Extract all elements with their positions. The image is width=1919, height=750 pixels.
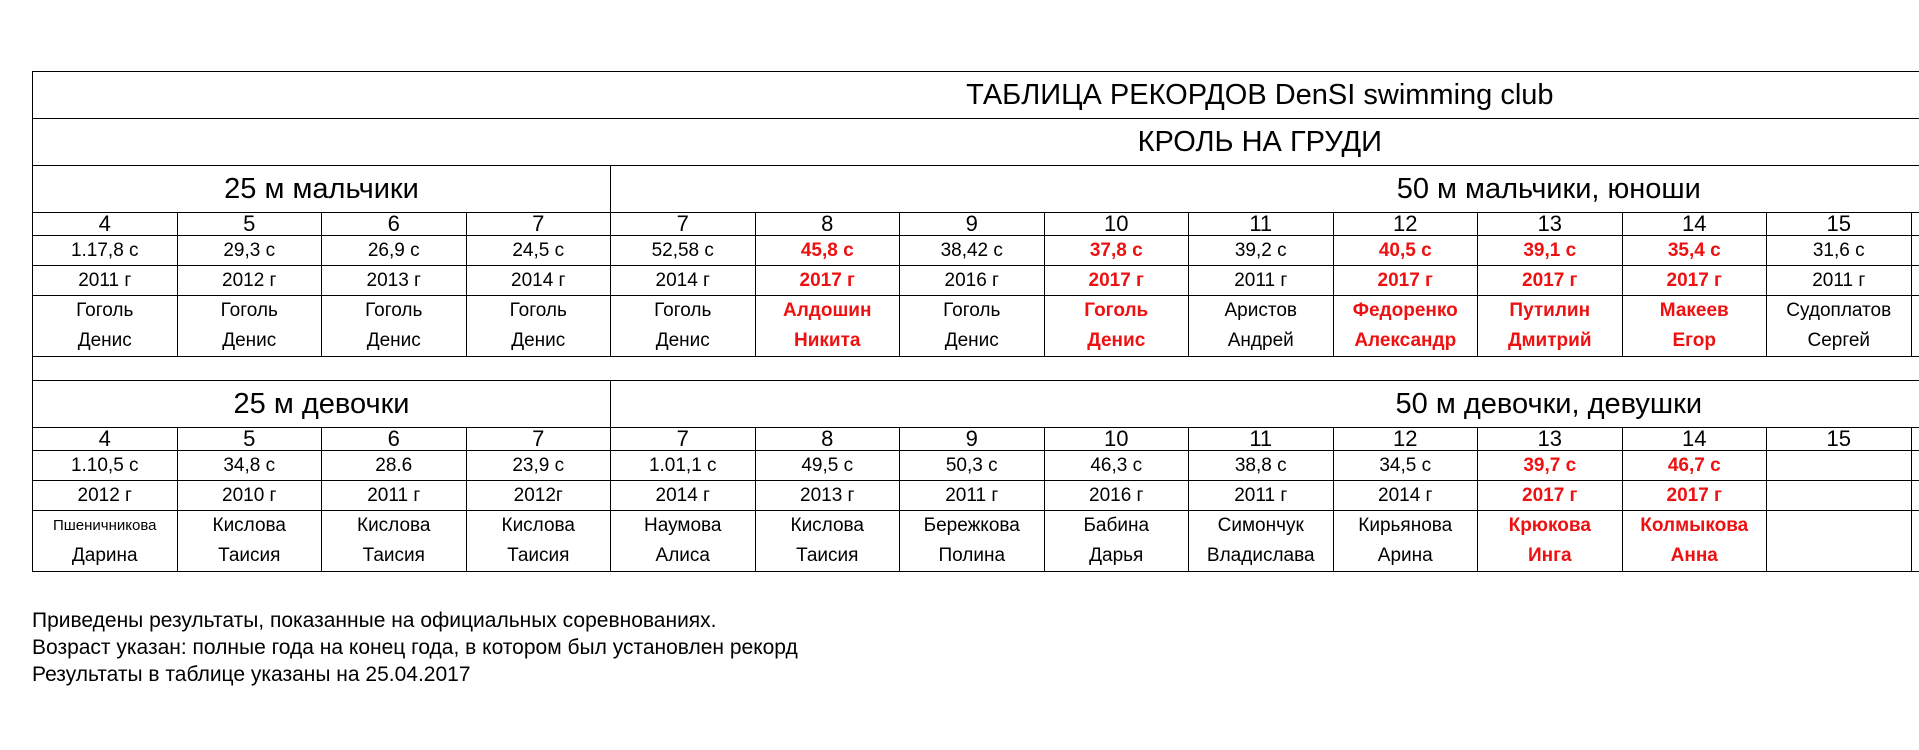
age-cell: 15 — [1767, 213, 1912, 236]
athlete-cell — [33, 296, 178, 357]
empty-cell — [1911, 213, 1919, 236]
age-cell: 5 — [177, 213, 322, 236]
girls-50m-heading: 50 м девочки, девушки — [611, 381, 1919, 428]
time-cell: 46,7 с — [1622, 451, 1767, 481]
athlete-surname: Бережкова — [923, 515, 1020, 536]
girls-group-row — [33, 381, 1919, 428]
athlete-first-name: Арина — [1377, 545, 1433, 566]
athlete-first-name: Денис — [77, 330, 132, 351]
year-cell: 2014 г — [1333, 481, 1478, 511]
athlete-surname: Крюкова — [1508, 515, 1591, 536]
year-cell — [1767, 481, 1912, 511]
records-table — [32, 71, 1919, 572]
age-cell: 14 — [1622, 428, 1767, 451]
year-cell: 2012 г — [33, 481, 178, 511]
year-cell: 2017 г — [1044, 266, 1189, 296]
time-cell: 1.17,8 с — [33, 236, 178, 266]
time-cell: 28.6 — [322, 451, 467, 481]
girls-year-row — [33, 481, 1919, 511]
athlete-cell — [1622, 296, 1767, 357]
year-cell: 2013 г — [322, 266, 467, 296]
girls-athlete-row — [33, 511, 1919, 572]
athlete-surname: Гоголь — [76, 300, 134, 321]
athlete-surname: Кислова — [790, 515, 864, 536]
age-cell: 11 — [1189, 428, 1334, 451]
time-cell: 39,1 с — [1478, 236, 1623, 266]
athlete-surname: Симончук — [1217, 515, 1304, 536]
time-cell: 29,3 с — [177, 236, 322, 266]
athlete-surname: Гоголь — [943, 300, 1001, 321]
athlete-surname: Бабина — [1083, 515, 1150, 536]
empty-cell — [1911, 236, 1919, 266]
note-official-results: Приведены результаты, показанные на официальных соревнованиях. — [32, 609, 717, 632]
age-cell: 14 — [1622, 213, 1767, 236]
athlete-first-name: Таисия — [796, 545, 859, 566]
year-cell: 2017 г — [1333, 266, 1478, 296]
year-cell: 2017 г — [1478, 481, 1623, 511]
time-cell: 40,5 с — [1333, 236, 1478, 266]
athlete-surname: Алдошин — [783, 300, 872, 321]
athlete-first-name: Андрей — [1227, 330, 1294, 351]
athlete-cell — [755, 296, 900, 357]
note-age-definition: Возраст указан: полные года на конец года, в котором был установлен рекорд — [32, 636, 798, 659]
boys-age-row — [33, 213, 1919, 236]
athlete-cell — [611, 296, 756, 357]
time-cell: 50,3 с — [900, 451, 1045, 481]
empty-cell — [1911, 266, 1919, 296]
time-cell: 46,3 с — [1044, 451, 1189, 481]
athlete-cell — [611, 511, 756, 572]
athlete-surname: Кислова — [357, 515, 431, 536]
age-cell: 10 — [1044, 213, 1189, 236]
empty-cell — [1911, 481, 1919, 511]
athlete-first-name: Дарина — [71, 545, 138, 566]
athlete-surname: Наумова — [644, 515, 722, 536]
age-cell: 10 — [1044, 428, 1189, 451]
year-cell: 2017 г — [755, 266, 900, 296]
athlete-surname: Гоголь — [1084, 300, 1149, 321]
footnotes — [32, 607, 798, 688]
age-cell: 7 — [611, 213, 756, 236]
time-cell: 35,4 с — [1622, 236, 1767, 266]
age-cell: 11 — [1189, 213, 1334, 236]
table-title: ТАБЛИЦА РЕКОРДОВ DenSI swimming club — [33, 72, 1919, 119]
age-cell: 5 — [177, 428, 322, 451]
year-cell: 2017 г — [1622, 266, 1767, 296]
time-cell: 52,58 с — [611, 236, 756, 266]
age-cell: 6 — [322, 428, 467, 451]
athlete-cell — [177, 511, 322, 572]
time-cell: 1.10,5 с — [33, 451, 178, 481]
age-cell: 7 — [466, 213, 611, 236]
athlete-first-name: Денис — [222, 330, 277, 351]
age-cell: 6 — [322, 213, 467, 236]
year-cell: 2011 г — [322, 481, 467, 511]
year-cell: 2017 г — [1478, 266, 1623, 296]
age-cell: 15 — [1767, 428, 1912, 451]
athlete-first-name: Денис — [655, 330, 710, 351]
athlete-first-name: Сергей — [1807, 330, 1871, 351]
athlete-cell — [1044, 296, 1189, 357]
athlete-surname: Колмыкова — [1640, 515, 1749, 536]
year-cell: 2011 г — [33, 266, 178, 296]
athlete-cell — [1478, 511, 1623, 572]
age-cell: 9 — [900, 428, 1045, 451]
athlete-surname: Федоренко — [1352, 300, 1458, 321]
athlete-surname: Аристов — [1224, 300, 1297, 321]
year-cell: 2014 г — [466, 266, 611, 296]
empty-cell — [1911, 511, 1919, 572]
athlete-surname: Путилин — [1509, 300, 1591, 321]
athlete-first-name: Инга — [1527, 545, 1572, 566]
athlete-cell — [755, 511, 900, 572]
athlete-first-name: Дарья — [1089, 545, 1144, 566]
athlete-first-name: Таисия — [362, 545, 425, 566]
athlete-surname: Кислова — [501, 515, 575, 536]
age-cell: 8 — [755, 428, 900, 451]
athlete-surname: Судоплатов — [1786, 300, 1892, 321]
time-cell: 26,9 с — [322, 236, 467, 266]
time-cell: 45,8 с — [755, 236, 900, 266]
year-cell: 2016 г — [900, 266, 1045, 296]
year-cell: 2011 г — [1767, 266, 1912, 296]
athlete-cell — [1622, 511, 1767, 572]
year-cell: 2011 г — [1189, 266, 1334, 296]
time-cell: 49,5 с — [755, 451, 900, 481]
athlete-surname: Пшеничникова — [52, 517, 157, 534]
athlete-first-name: Денис — [366, 330, 421, 351]
age-cell: 12 — [1333, 213, 1478, 236]
boys-group-row — [33, 166, 1919, 213]
athlete-first-name: Таисия — [218, 545, 281, 566]
boys-time-row — [33, 236, 1919, 266]
time-cell: 39,2 с — [1189, 236, 1334, 266]
athlete-first-name: Таисия — [507, 545, 570, 566]
year-cell: 2012 г — [177, 266, 322, 296]
age-cell: 8 — [755, 213, 900, 236]
athlete-cell — [1333, 296, 1478, 357]
athlete-first-name: Никита — [794, 330, 861, 351]
age-cell: 13 — [1478, 213, 1623, 236]
athlete-surname: Макеев — [1659, 300, 1729, 321]
athlete-surname: Гоголь — [365, 300, 423, 321]
athlete-cell — [322, 511, 467, 572]
athlete-cell — [177, 296, 322, 357]
athlete-cell — [322, 296, 467, 357]
year-cell: 2017 г — [1622, 481, 1767, 511]
age-cell: 7 — [466, 428, 611, 451]
note-results-date: Результаты в таблице указаны на 25.04.2017 — [32, 663, 471, 686]
spacer-cell — [33, 357, 1919, 381]
year-cell: 2011 г — [900, 481, 1045, 511]
athlete-cell — [1044, 511, 1189, 572]
time-cell: 23,9 с — [466, 451, 611, 481]
age-cell: 7 — [611, 428, 756, 451]
time-cell: 38,42 с — [900, 236, 1045, 266]
athlete-cell — [466, 296, 611, 357]
girls-25m-heading: 25 м девочки — [33, 381, 611, 428]
empty-cell — [1911, 451, 1919, 481]
year-cell: 2011 г — [1189, 481, 1334, 511]
boys-25m-heading: 25 м мальчики — [33, 166, 611, 213]
athlete-first-name: Дмитрий — [1507, 330, 1592, 351]
athlete-cell — [900, 511, 1045, 572]
athlete-surname: Гоголь — [509, 300, 567, 321]
time-cell: 34,8 с — [177, 451, 322, 481]
year-cell: 2010 г — [177, 481, 322, 511]
athlete-cell — [33, 511, 178, 572]
age-cell: 9 — [900, 213, 1045, 236]
athlete-surname: Гоголь — [220, 300, 278, 321]
athlete-first-name: Алиса — [655, 545, 710, 566]
athlete-first-name: Денис — [944, 330, 999, 351]
style-row — [33, 119, 1919, 166]
athlete-first-name: Анна — [1670, 545, 1718, 566]
time-cell: 38,8 с — [1189, 451, 1334, 481]
athlete-cell — [1333, 511, 1478, 572]
swim-style-heading: КРОЛЬ НА ГРУДИ — [33, 119, 1919, 166]
time-cell: 34,5 с — [1333, 451, 1478, 481]
athlete-surname: Кирьянова — [1358, 515, 1453, 536]
year-cell: 2014 г — [611, 481, 756, 511]
athlete-cell — [466, 511, 611, 572]
athlete-cell — [1189, 511, 1334, 572]
athlete-surname: Кислова — [212, 515, 286, 536]
athlete-first-name: Александр — [1354, 330, 1457, 351]
athlete-first-name: Егор — [1672, 330, 1717, 351]
time-cell: 39,7 с — [1478, 451, 1623, 481]
year-cell: 2016 г — [1044, 481, 1189, 511]
year-cell: 2014 г — [611, 266, 756, 296]
athlete-first-name: Денис — [511, 330, 566, 351]
time-cell — [1767, 451, 1912, 481]
age-cell: 13 — [1478, 428, 1623, 451]
athlete-first-name: Владислава — [1206, 545, 1315, 566]
athlete-cell — [1767, 296, 1912, 357]
time-cell: 37,8 с — [1044, 236, 1189, 266]
section-spacer — [33, 357, 1919, 381]
boys-50m-heading: 50 м мальчики, юноши — [611, 166, 1919, 213]
age-cell: 12 — [1333, 428, 1478, 451]
athlete-surname: Гоголь — [654, 300, 712, 321]
time-cell: 1.01,1 с — [611, 451, 756, 481]
age-cell: 4 — [33, 428, 178, 451]
athlete-cell — [1189, 296, 1334, 357]
empty-cell — [1911, 296, 1919, 357]
boys-year-row — [33, 266, 1919, 296]
boys-athlete-row — [33, 296, 1919, 357]
girls-time-row — [33, 451, 1919, 481]
athlete-first-name: Денис — [1087, 330, 1146, 351]
athlete-first-name: Полина — [938, 545, 1006, 566]
year-cell: 2012г — [466, 481, 611, 511]
athlete-cell — [1767, 511, 1912, 572]
time-cell: 24,5 с — [466, 236, 611, 266]
athlete-cell — [900, 296, 1045, 357]
age-cell: 4 — [33, 213, 178, 236]
title-row — [33, 72, 1919, 119]
athlete-cell — [1478, 296, 1623, 357]
year-cell: 2013 г — [755, 481, 900, 511]
time-cell: 31,6 с — [1767, 236, 1912, 266]
empty-cell — [1911, 428, 1919, 451]
girls-age-row — [33, 428, 1919, 451]
